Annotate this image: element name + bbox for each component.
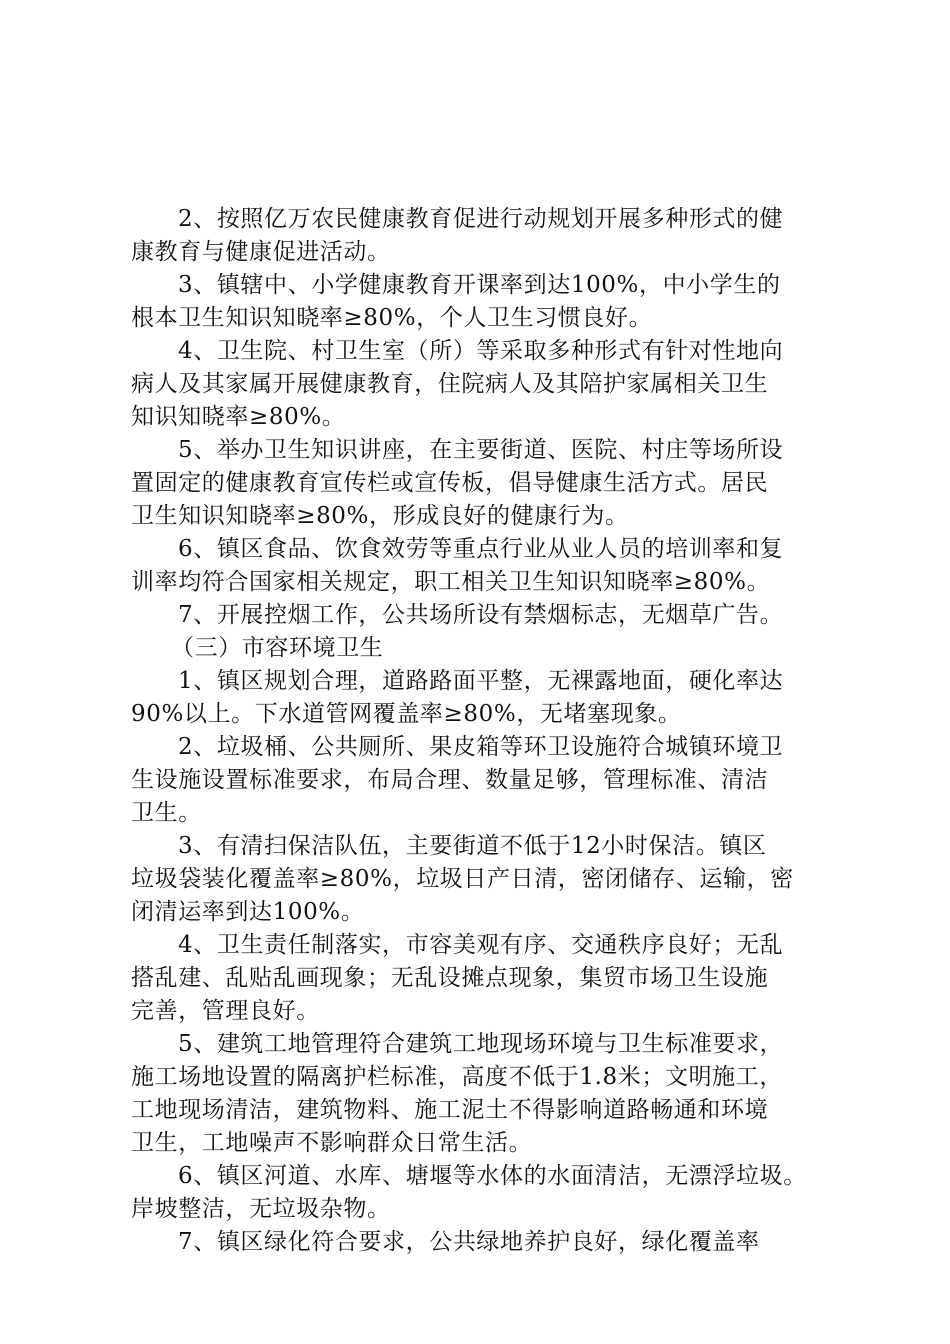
text-line: 生设施设置标准要求，布局合理、数量足够，管理标准、清洁 bbox=[131, 767, 769, 793]
text-line: 5、建筑工地管理符合建筑工地现场环境与卫生标准要求， bbox=[178, 1031, 784, 1057]
text-line: 5、举办卫生知识讲座，在主要街道、医院、村庄等场所设 bbox=[178, 437, 784, 463]
text-line: 康教育与健康促进活动。 bbox=[131, 239, 391, 265]
text-line: 完善，管理良好。 bbox=[131, 998, 320, 1024]
text-line: 岸坡整洁，无垃圾杂物。 bbox=[131, 1196, 391, 1222]
text-line: 3、镇辖中、小学健康教育开课率到达100%，中小学生的 bbox=[178, 272, 781, 298]
document-body bbox=[131, 203, 851, 1259]
text-line: 6、镇区食品、饮食效劳等重点行业从业人员的培训率和复 bbox=[178, 536, 784, 562]
text-line: 3、有清扫保洁队伍，主要街道不低于12小时保洁。镇区 bbox=[178, 833, 767, 859]
text-line: 7、开展控烟工作，公共场所设有禁烟标志，无烟草广告。 bbox=[178, 602, 784, 628]
text-line: 4、卫生责任制落实，市容美观有序、交通秩序良好；无乱 bbox=[178, 932, 784, 958]
text-line: 7、镇区绿化符合要求，公共绿地养护良好，绿化覆盖率 bbox=[178, 1229, 760, 1255]
text-line: 卫生，工地噪声不影响群众日常生活。 bbox=[131, 1130, 533, 1156]
text-line: 90%以上。下水道管网覆盖率≥80%，无堵塞现象。 bbox=[131, 701, 682, 727]
text-line: 4、卫生院、村卫生室（所）等采取多种形式有针对性地向 bbox=[178, 338, 784, 364]
text-line: 置固定的健康教育宣传栏或宣传板，倡导健康生活方式。居民 bbox=[131, 470, 769, 496]
text-line: 闭清运率到达100%。 bbox=[131, 899, 365, 925]
text-line: 搭乱建、乱贴乱画现象；无乱设摊点现象，集贸市场卫生设施 bbox=[131, 965, 769, 991]
text-line: 病人及其家属开展健康教育，住院病人及其陪护家属相关卫生 bbox=[131, 371, 769, 397]
section-heading: （三）市容环境卫生 bbox=[171, 635, 384, 661]
text-line: 卫生。 bbox=[131, 800, 202, 826]
text-line: 2、按照亿万农民健康教育促进行动规划开展多种形式的健 bbox=[178, 206, 784, 232]
text-line: 垃圾袋装化覆盖率≥80%，垃圾日产日清，密闭储存、运输，密 bbox=[131, 866, 794, 892]
text-line: 6、镇区河道、水库、塘堰等水体的水面清洁，无漂浮垃圾。 bbox=[178, 1163, 807, 1189]
text-line: 2、垃圾桶、公共厕所、果皮箱等环卫设施符合城镇环境卫 bbox=[178, 734, 784, 760]
text-line: 施工场地设置的隔离护栏标准，高度不低于1.8米；文明施工， bbox=[131, 1064, 783, 1090]
text-line: 根本卫生知识知晓率≥80%，个人卫生习惯良好。 bbox=[131, 305, 653, 331]
text-line: 训率均符合国家相关规定，职工相关卫生知识知晓率≥80%。 bbox=[131, 569, 771, 595]
text-line: 卫生知识知晓率≥80%，形成良好的健康行为。 bbox=[131, 503, 629, 529]
text-line: 工地现场清洁，建筑物料、施工泥土不得影响道路畅通和环境 bbox=[131, 1097, 769, 1123]
text-line: 1、镇区规划合理，道路路面平整，无裸露地面，硬化率达 bbox=[178, 668, 784, 694]
text-line: 知识知晓率≥80%。 bbox=[131, 404, 346, 430]
